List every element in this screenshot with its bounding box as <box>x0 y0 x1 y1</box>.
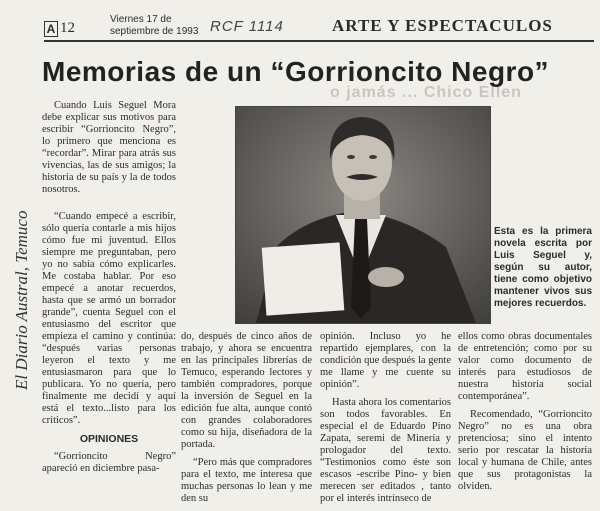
paragraph: Hasta ahora los comentarios son todos favorables. En especial el de Eduardo Pino Zapata, seremi de Minería y prologador del texto. “Testimonios como éste son escasos -escribe Pino- y bien merecen ser editados , tanto por el interés intrínseco de <box>320 397 451 504</box>
section-title: ARTE Y ESPECTACULOS <box>332 16 553 35</box>
photo-caption: Esta es la primera novela escrita por Luis Seguel y, según su autor, tiene como objetivo mantener vivos sus mejores recuerdos. <box>494 226 592 309</box>
article-column-1-intro <box>42 100 176 202</box>
author-portrait-image <box>236 107 490 323</box>
paragraph: ellos como obras documentales de entretención; como por su valor como documento de interés para estudiosos de nuestra historia social contemporánea”. <box>458 331 592 402</box>
date-line-2: septiembre de 1993 <box>110 26 199 37</box>
handwritten-source: El Diario Austral, Temuco <box>12 210 31 390</box>
paragraph: “Pero más que compradores para el texto, me interesa que muchas personas lo lean y me den su <box>181 457 312 504</box>
article-column-1 <box>42 211 176 481</box>
subhead: OPINIONES <box>79 433 139 445</box>
archive-stamp: RCF 1114 <box>210 18 284 35</box>
bleed-through-text: o jamás ... Chico Ellen <box>330 84 522 101</box>
section-mark: A <box>44 21 58 37</box>
paragraph: “Gorrioncito Negro” apareció en diciembre pasa- <box>42 451 176 474</box>
publication-date <box>110 14 198 38</box>
article-column-3 <box>320 331 451 511</box>
paragraph: Recomendado, “Gorrioncito Negro” no es una obra pretenciosa; sino el intento serio por rescatar la historia local y humana de Chile, antes que sus protagonistas la olviden. <box>458 409 592 492</box>
article-column-4 <box>458 331 592 499</box>
header-rule <box>44 40 594 42</box>
date-line-1: Viernes 17 de <box>110 14 172 25</box>
paragraph: do, después de cinco años de trabajo, y ahora se encuentra en las principales librerías de Temuco, esperando lectores y también compradores, porque la inversión de Seguel en la edición fue alta, aunque contó con grandes colaboradores como su hija, diseñadora de la portada. <box>181 331 312 450</box>
paragraph: Cuando Luis Seguel Mora debe explicar sus motivos para escribir “Gorrioncito Negro”, lo primero que menciona es “recordar”. Mirar para atrás sus vivencias, las de sus amigos; la historia de su país y la de todos nosotros. <box>42 100 176 195</box>
headline: Memorias de un “Gorrioncito Negro” <box>42 56 550 87</box>
author-photo <box>235 106 491 324</box>
page-number: 12 <box>60 20 75 36</box>
paragraph: opinión. Incluso yo he repartido ejemplares, con la condición que después la gente me llame y me cuente su opinión”. <box>320 331 451 390</box>
article-column-2 <box>181 331 312 511</box>
paragraph: “Cuando empecé a escribir, sólo quería contarle a mis hijos cómo fue mi juventud. Ellos siempre me preguntaban, pero yo no sabía cómo explicarles. Me costaba hablar. Por eso empecé a anotar recuerdos, hasta que se armó un borrador grande”, cuenta Seguel con el entusiasmo del escritor que empieza el camino y continúa: “después varias personas leyeron el texto y me entusiasmaron para que lo publicara. Yo no quería, pero finalmente me decidí y aquí está el texto...listo para los críticos”. <box>42 211 176 426</box>
